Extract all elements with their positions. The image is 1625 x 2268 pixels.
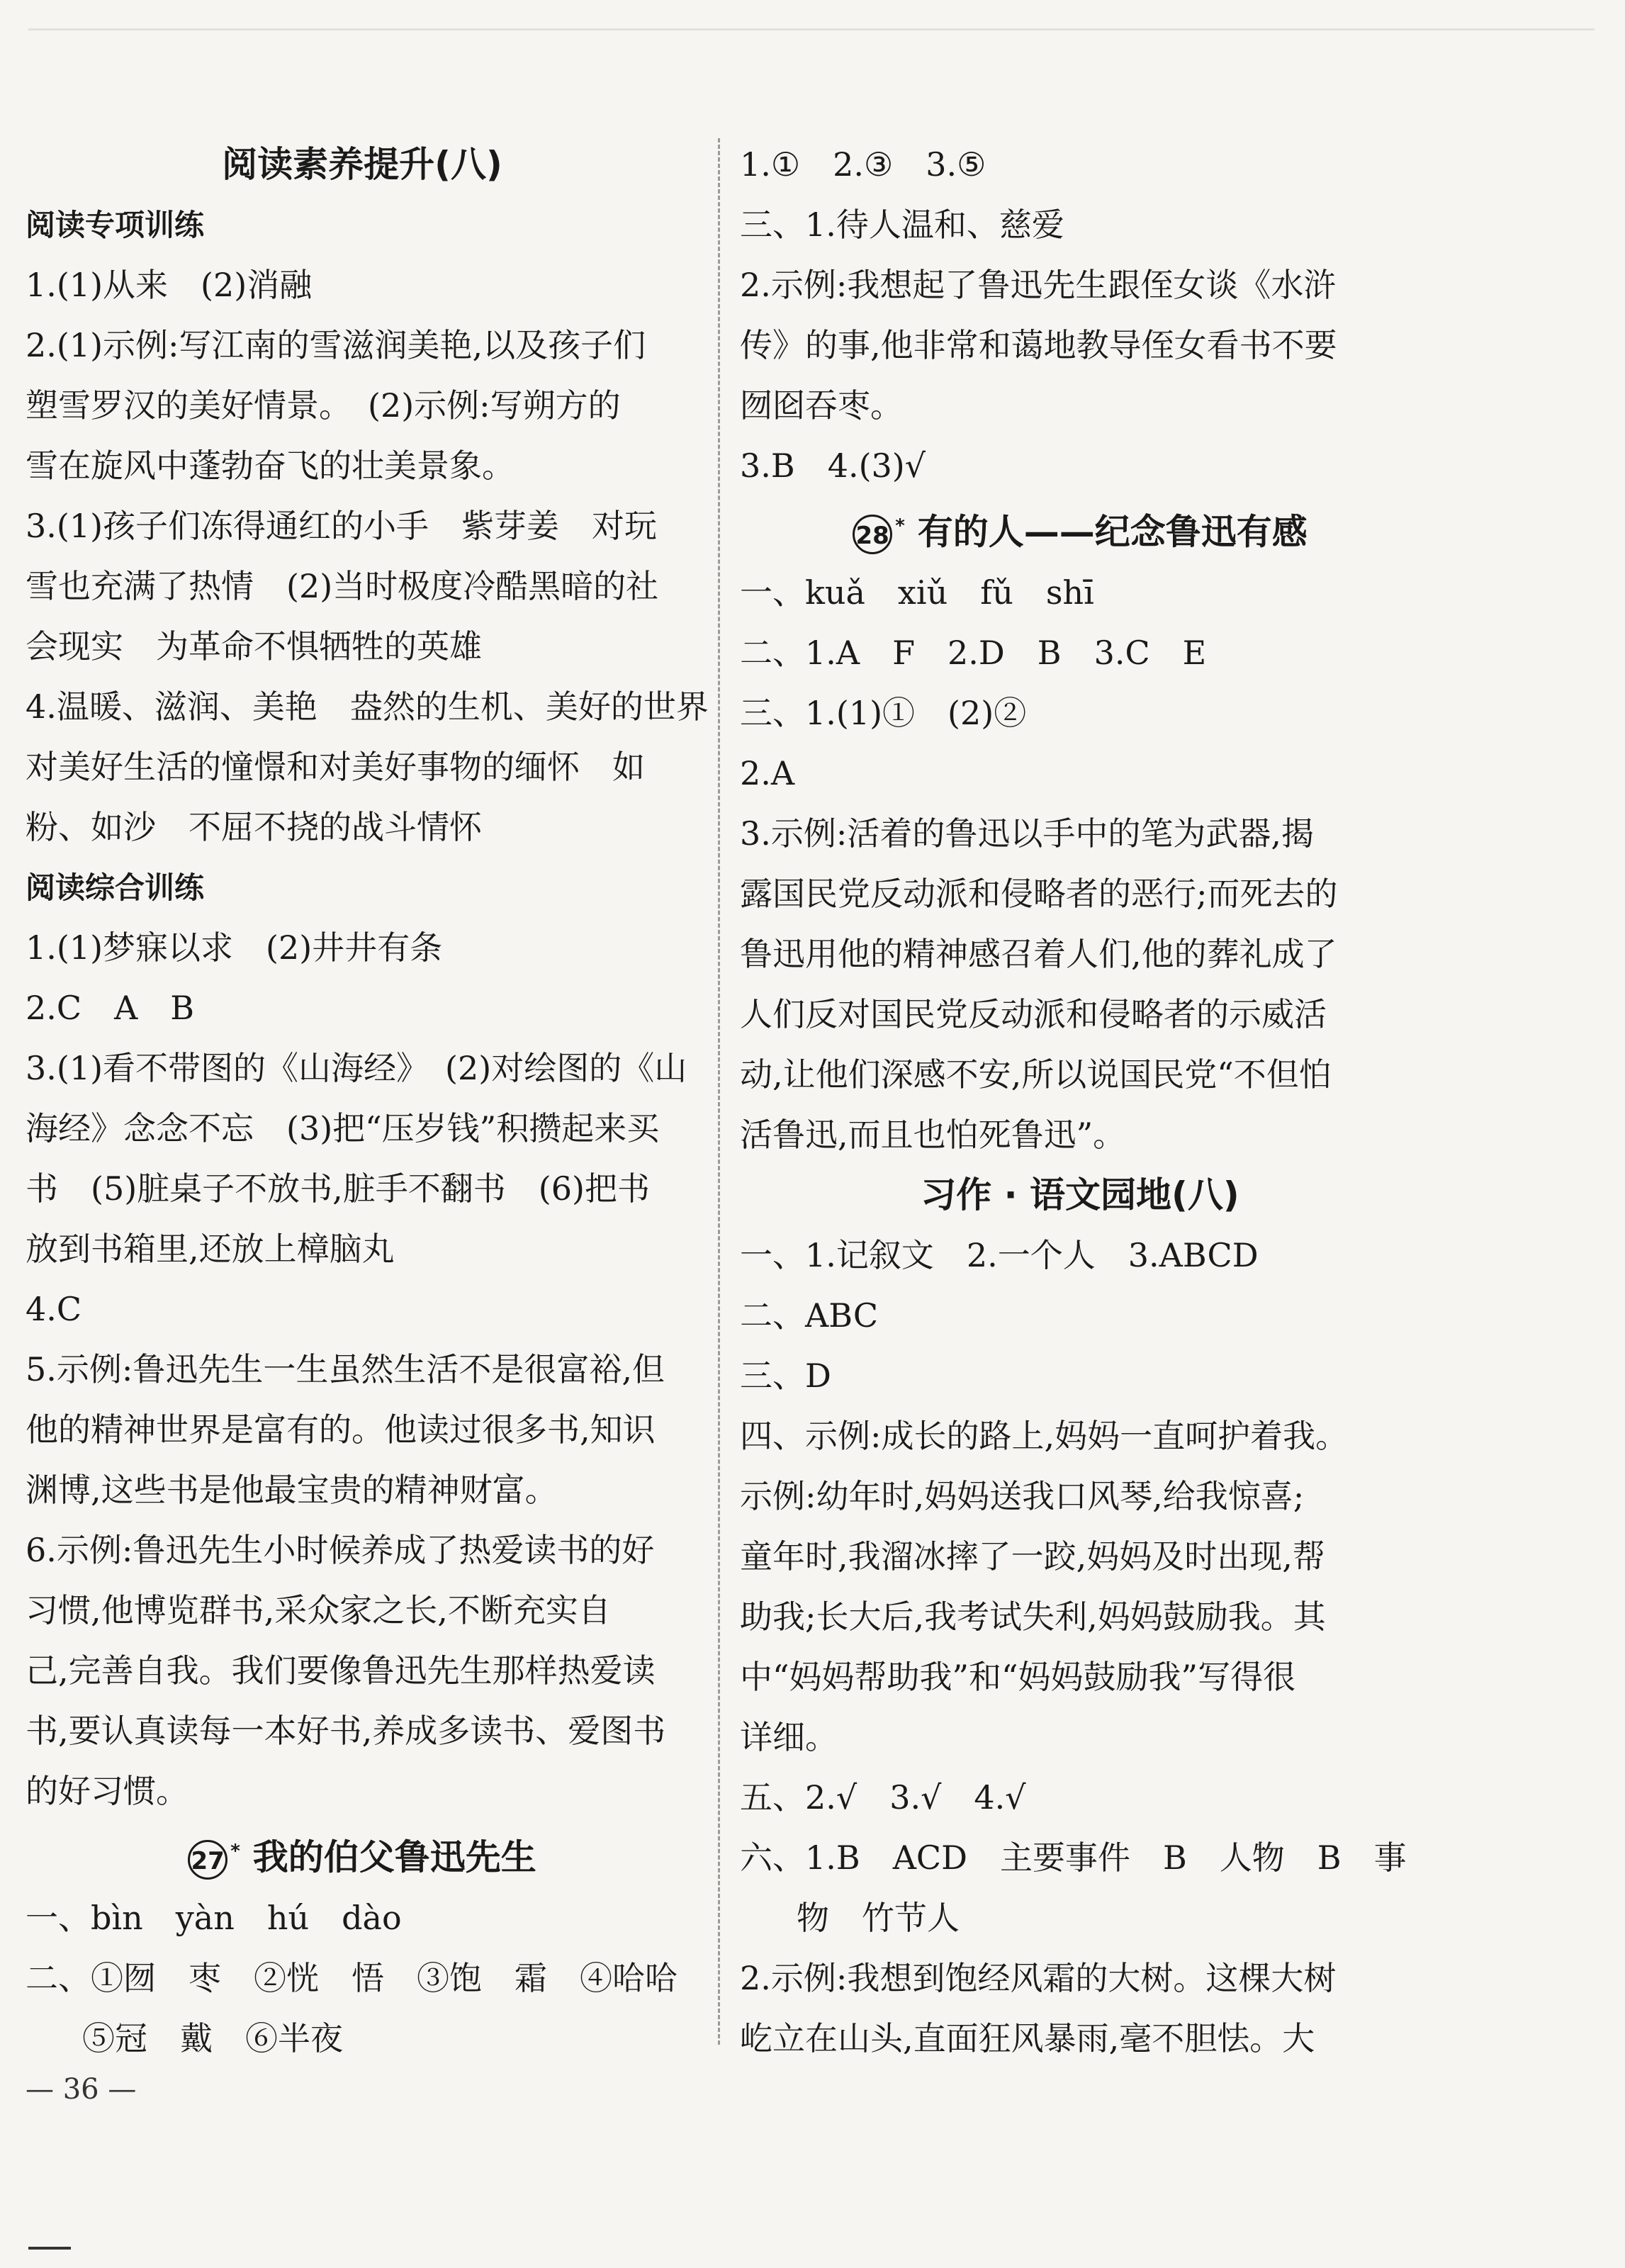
answer-line: 塑雪罗汉的美好情景。 (2)示例:写朔方的 — [26, 386, 621, 425]
lesson-number: 27 — [188, 1840, 227, 1880]
answer-line: 示例:幼年时,妈妈送我口风琴,给我惊喜; — [740, 1476, 1305, 1515]
answer-line: 2.示例:我想到饱经风霜的大树。这棵大树 — [740, 1958, 1337, 1997]
answer-line: 书 (5)脏桌子不放书,脏手不翻书 (6)把书 — [26, 1169, 650, 1208]
answer-line: 4.C — [26, 1290, 82, 1328]
answer-line: 放到书箱里,还放上樟脑丸 — [26, 1230, 395, 1268]
right-column — [740, 135, 1420, 2069]
column-divider — [718, 138, 720, 2045]
answer-line: 2.示例:我想起了鲁迅先生跟侄女谈《水浒 — [740, 266, 1337, 304]
answer-line: 活鲁迅,而且也怕死鲁迅”。 — [740, 1115, 1126, 1154]
lesson-number: 28 — [853, 515, 892, 554]
answer-line: 书,要认真读每一本好书,养成多读书、爱图书 — [26, 1712, 666, 1750]
scan-edge-mark — [28, 28, 1595, 30]
answer-line: 三、D — [740, 1356, 831, 1395]
answer-line: 他的精神世界是富有的。他读过很多书,知识 — [26, 1410, 656, 1449]
answer-line: 屹立在山头,直面狂风暴雨,毫不胆怯。大 — [740, 2019, 1315, 2058]
answer-line: 3.B 4.(3)√ — [740, 447, 926, 485]
answer-line: 习惯,他博览群书,采众家之长,不断充实自 — [26, 1591, 611, 1629]
answer-line: 6.示例:鲁迅先生小时候养成了热爱读书的好 — [26, 1531, 655, 1569]
answer-line: 囫囵吞枣。 — [740, 386, 903, 425]
answer-line: 2.(1)示例:写江南的雪滋润美艳,以及孩子们 — [26, 326, 646, 364]
answer-line: 海经》念念不忘 (3)把“压岁钱”积攒起来买 — [26, 1109, 660, 1147]
section-heading: 习作 · 语文园地(八) — [921, 1174, 1239, 1216]
answer-line: 会现实 为革命不惧牺牲的英雄 — [26, 627, 482, 666]
answer-line: 3.示例:活着的鲁迅以手中的笔为武器,揭 — [740, 814, 1315, 853]
lesson-title: 我的伯父鲁迅先生 — [252, 1836, 536, 1878]
answer-line: 传》的事,他非常和蔼地教导侄女看书不要 — [740, 326, 1337, 364]
answer-line: 二、1.A F 2.D B 3.C E — [740, 633, 1207, 672]
scan-edge-mark — [28, 2247, 71, 2250]
lesson-heading — [740, 496, 1420, 563]
answer-line: 2.A — [740, 753, 795, 792]
answer-line: 5.示例:鲁迅先生一生虽然生活不是很富裕,但 — [26, 1350, 665, 1388]
answer-line: ⑤冠 戴 ⑥半夜 — [82, 2019, 343, 2058]
answer-line: 四、示例:成长的路上,妈妈一直呵护着我。 — [740, 1416, 1349, 1455]
answer-line: 童年时,我溜冰摔了一跤,妈妈及时出现,帮 — [740, 1537, 1325, 1576]
answer-line: 一、bìn yàn hú dào — [26, 1898, 402, 1937]
answer-line: 粉、如沙 不屈不挠的战斗情怀 — [26, 808, 482, 846]
answer-line: 4.温暖、滋润、美艳 盎然的生机、美好的世界 — [26, 687, 709, 726]
section-subheading: 阅读综合训练 — [26, 870, 205, 905]
answer-line: 物 竹节人 — [797, 1898, 960, 1937]
answer-line: 二、①囫 枣 ②恍 悟 ③饱 霜 ④哈哈 — [26, 1958, 677, 1997]
answer-line: 3.(1)看不带图的《山海经》 (2)对绘图的《山 — [26, 1049, 687, 1087]
answer-line: 二、ABC — [740, 1296, 879, 1335]
answer-line: 动,让他们深感不安,所以说国民党“不但怕 — [740, 1055, 1332, 1094]
answer-line: 人们反对国民党反动派和侵略者的示威活 — [740, 994, 1327, 1033]
answer-line: 3.(1)孩子们冻得通红的小手 紫芽姜 对玩 — [26, 507, 658, 545]
left-column — [26, 135, 709, 2069]
lesson-title: 有的人——纪念鲁迅有感 — [917, 511, 1308, 553]
answer-line: 详细。 — [740, 1717, 838, 1756]
star-icon: * — [895, 515, 905, 537]
answer-line: 的好习惯。 — [26, 1772, 189, 1810]
answer-line: 1.(1)从来 (2)消融 — [26, 266, 313, 304]
answer-line: 1.(1)梦寐以求 (2)井井有条 — [26, 928, 443, 967]
answer-line: 1.① 2.③ 3.⑤ — [740, 145, 986, 184]
answer-line: 露国民党反动派和侵略者的恶行;而死去的 — [740, 874, 1338, 913]
lesson-heading — [26, 1821, 699, 1888]
section-subheading: 阅读专项训练 — [26, 208, 205, 242]
answer-line: 一、kuǎ xiǔ fǔ shī — [740, 573, 1094, 612]
answer-line: 三、1.(1)① (2)② — [740, 693, 1027, 732]
answer-line: 雪在旋风中蓬勃奋飞的壮美景象。 — [26, 447, 515, 485]
answer-line: 五、2.√ 3.√ 4.√ — [740, 1778, 1026, 1817]
answer-line: 渊博,这些书是他最宝贵的精神财富。 — [26, 1471, 558, 1509]
answer-line: 鲁迅用他的精神感召着人们,他的葬礼成了 — [740, 934, 1337, 973]
answer-line: 六、1.B ACD 主要事件 B 人物 B 事 — [740, 1838, 1407, 1877]
answer-line: 2.C A B — [26, 989, 195, 1027]
star-icon: * — [230, 1841, 240, 1862]
answer-line: 中“妈妈帮助我”和“妈妈鼓励我”写得很 — [740, 1657, 1296, 1696]
page-number: — 36 — — [26, 2073, 137, 2106]
answer-line: 三、1.待人温和、慈爱 — [740, 206, 1064, 244]
section-heading: 阅读素养提升(八) — [222, 144, 502, 185]
answer-line: 己,完善自我。我们要像鲁迅先生那样热爱读 — [26, 1651, 656, 1690]
answer-line: 对美好生活的憧憬和对美好事物的缅怀 如 — [26, 748, 645, 786]
answer-line: 雪也充满了热情 (2)当时极度冷酷黑暗的社 — [26, 567, 659, 605]
answer-line: 一、1.记叙文 2.一个人 3.ABCD — [740, 1235, 1259, 1274]
answer-line: 助我;长大后,我考试失利,妈妈鼓励我。其 — [740, 1597, 1326, 1636]
